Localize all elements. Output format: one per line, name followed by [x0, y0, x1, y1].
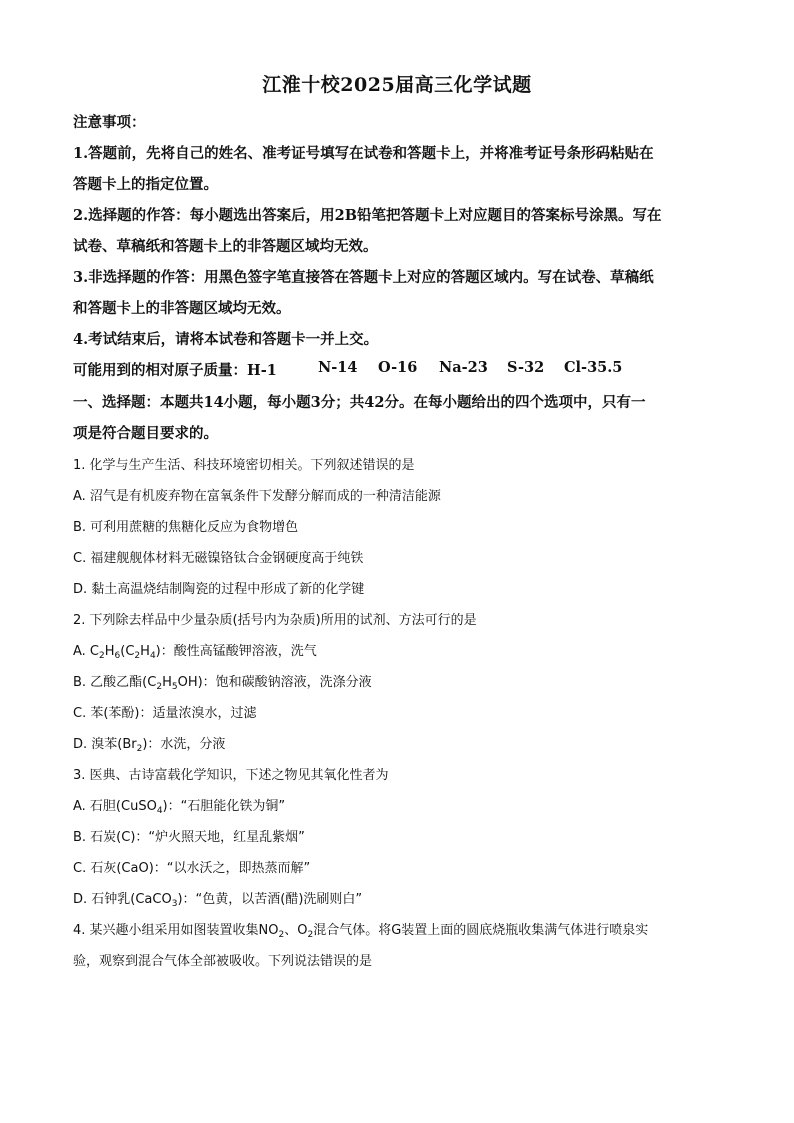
- q3-option-d: D. 石钟乳(CaCO$_3$)：“色黄，以苦酒(醋)洗刷则白”: [73, 892, 363, 909]
- notice-line-1: 1.答题前，先将自己的姓名、准考证号填写在试卷和答题卡上，并将准考证号条形码粘贴在: [73, 145, 654, 162]
- atomic-masses: [73, 359, 733, 379]
- q1-option-a: A. 沼气是有机废弃物在富氧条件下发酵分解而成的一种清洁能源: [73, 489, 441, 504]
- q2-option-b: B. 乙酸乙酯$(C_2H_5OH)$：饱和碳酸钠溶液，洗涤分液: [73, 675, 372, 692]
- q4-stem-line-1: 4. 某兴趣小组采用如图装置收集$NO_2$、$O_2$混合气体。将G装置上面的圆底烧瓶收集满气体进行喷泉实: [73, 923, 649, 940]
- q1-option-b: B. 可利用蔗糖的焦糖化反应为食物增色: [73, 520, 299, 535]
- notice-line-4: 试卷、草稿纸和答题卡上的非答题区域均无效。: [73, 238, 378, 255]
- mass-o: O-16: [378, 359, 418, 376]
- q2-stem: 2. 下列除去样品中少量杂质(括号内为杂质)所用的试剂、方法可行的是: [73, 613, 477, 628]
- section-heading-line-1: 一、选择题：本题共14小题，每小题3分；共42分。在每小题给出的四个选项中，只有一: [73, 394, 646, 411]
- atomic-masses-label: 可能用到的相对原子质量：H-1: [73, 362, 277, 379]
- notice-heading: 注意事项：: [73, 114, 146, 131]
- q1-stem: 1. 化学与生产生活、科技环境密切相关。下列叙述错误的是: [73, 458, 415, 473]
- notice-line-3: 2.选择题的作答：每小题选出答案后，用2B铅笔把答题卡上对应题目的答案标号涂黑。写在: [73, 207, 662, 224]
- page-title: 江淮十校2025届高三化学试题: [262, 74, 532, 96]
- q1-option-c: C. 福建舰舰体材料无磁镍铬钛合金钢硬度高于纯铁: [73, 551, 364, 566]
- notice-line-2: 答题卡上的指定位置。: [73, 176, 218, 193]
- q3-option-a: A. 石胆(CuSO$_4$)：“石胆能化铁为铜”: [73, 799, 286, 816]
- q4-stem-line-2: 验，观察到混合气体全部被吸收。下列说法错误的是: [73, 954, 373, 969]
- q2-option-c: C. 苯(苯酚)：适量浓溴水，过滤: [73, 706, 257, 721]
- q1-option-d: D. 黏土高温烧结制陶瓷的过程中形成了新的化学键: [73, 582, 365, 597]
- q2-option-d: D. 溴苯$(Br_2)$：水洗，分液: [73, 737, 226, 754]
- q3-stem: 3. 医典、古诗富载化学知识，下述之物见其氧化性者为: [73, 768, 389, 783]
- notice-line-5: 3.非选择题的作答：用黑色签字笔直接答在答题卡上对应的答题区域内。写在试卷、草稿纸: [73, 269, 654, 286]
- notice-line-6: 和答题卡上的非答题区域均无效。: [73, 300, 291, 317]
- q3-option-c: C. 石灰(CaO)：“以水沃之，即热蒸而解”: [73, 861, 311, 876]
- mass-n: N-14: [318, 359, 358, 376]
- mass-s: S-32: [507, 359, 545, 376]
- notice-line-7: 4.考试结束后，请将本试卷和答题卡一并上交。: [73, 331, 379, 348]
- q3-option-b: B. 石炭(C)：“炉火照天地，红星乱紫烟”: [73, 830, 305, 845]
- mass-na: Na-23: [439, 359, 488, 376]
- q2-option-a: A. $C_2H_6(C_2H_4)$：酸性高锰酸钾溶液，洗气: [73, 644, 317, 661]
- mass-cl: Cl-35.5: [564, 359, 623, 376]
- section-heading-line-2: 项是符合题目要求的。: [73, 425, 218, 442]
